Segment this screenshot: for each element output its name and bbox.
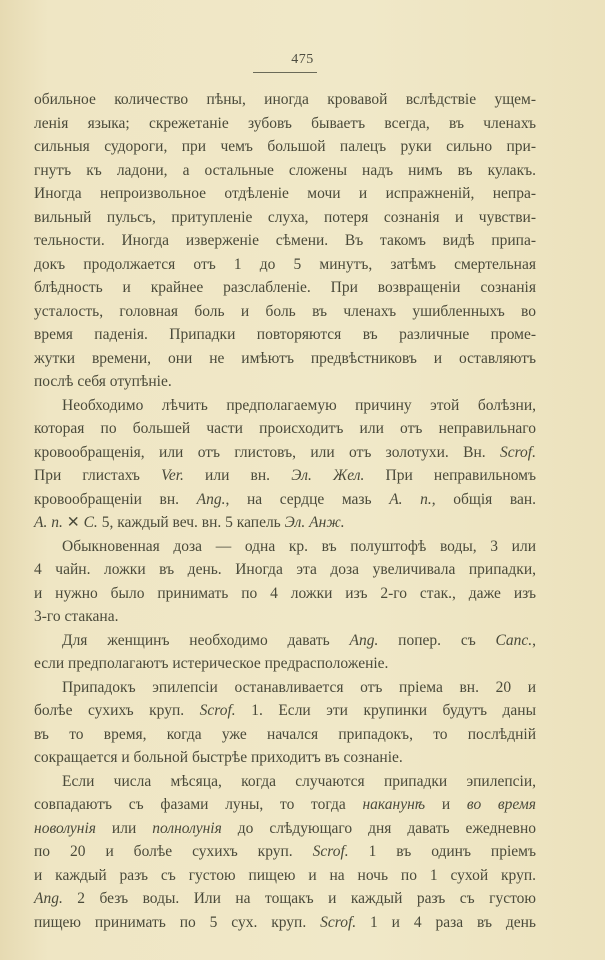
text-line — [34, 135, 536, 159]
italic-term: наканунѣ — [362, 796, 426, 813]
text-run: тельности. Иногда изверженіе сѣмени. Въ такомъ видѣ припа- — [34, 232, 536, 249]
text-line — [34, 723, 536, 747]
text-line — [34, 347, 536, 371]
text-line — [34, 629, 536, 653]
text-line — [34, 770, 536, 794]
text-run: , общія ван. — [431, 490, 537, 508]
text-run: При неправильномъ — [364, 467, 536, 484]
text-run: вильный пульсъ, притупленіе слуха, потеря сознанія и чувстви- — [34, 208, 536, 226]
text-line — [34, 558, 536, 582]
text-run: Иногда непроизвольное отдѣленіе мочи и испражненій, непра- — [34, 185, 536, 202]
text-line — [34, 605, 536, 629]
text-line — [34, 394, 536, 418]
italic-term: А. п. — [389, 490, 432, 508]
text-line — [34, 746, 536, 770]
text-run: блѣдность и крайнее разслабленіе. При возвращеніи сознанія — [34, 279, 536, 296]
text-line — [34, 300, 536, 324]
text-run: 5, каждый веч. вн. 5 капель — [97, 514, 285, 531]
text-line — [34, 253, 536, 277]
text-run: Если числа мѣсяца, когда случаются припадки эпилепсіи, — [62, 772, 536, 790]
text-run: Обыкновенная доза — одна кр. въ полуштофѣ воды, 3 или — [62, 537, 536, 555]
text-run: попер. съ — [378, 631, 496, 649]
text-line — [34, 793, 536, 817]
italic-term: Эл. Жел. — [291, 467, 365, 484]
text-run: ленія языка; скрежетаніе зубовъ бываетъ всегда, въ членахъ — [34, 114, 536, 132]
text-line — [34, 535, 536, 559]
text-run: или — [95, 819, 153, 837]
italic-term: Scrof. — [320, 913, 357, 931]
text-line — [34, 159, 536, 183]
text-run: Припадокъ эпилепсіи останавливается отъ пріема вн. 20 и — [62, 678, 536, 696]
text-run: послѣ себя отупѣніе. — [34, 373, 172, 390]
italic-term: Ang. — [349, 631, 379, 649]
text-run: сильныя судороги, при чемъ большой палецъ руки сильно при- — [34, 138, 536, 155]
text-run: жутки времени, они не имѣютъ предвѣстниковъ и оставляютъ — [34, 349, 536, 367]
italic-term: полнолунія — [152, 819, 222, 837]
text-line — [34, 229, 536, 253]
text-run: и — [425, 796, 467, 813]
italic-term: во время — [466, 796, 537, 813]
text-run: 2 безъ воды. Или на тощакъ и каждый разъ съ густою — [62, 890, 536, 907]
text-run: болѣе сухихъ круп. — [34, 702, 200, 719]
italic-term: Scrof. — [499, 443, 536, 461]
text-line — [34, 370, 536, 394]
italic-term: Эл. Анж. — [284, 514, 345, 531]
text-line — [34, 840, 536, 864]
text-run: 3-го стакана. — [34, 608, 119, 625]
text-line — [34, 817, 536, 841]
text-line — [34, 582, 536, 606]
text-line — [34, 417, 536, 441]
italic-term: Canc. — [495, 631, 533, 649]
page-number: 475 — [291, 52, 314, 67]
text-line — [34, 887, 536, 911]
text-run: совпадаютъ съ фазами луны, то тогда — [34, 796, 363, 813]
text-line — [34, 323, 536, 347]
text-run: 1. Если эти крупинки будутъ даны — [235, 702, 537, 719]
text-run: 1 и 4 раза въ день — [356, 913, 536, 931]
text-run: которая по большей части происходитъ или отъ неправильнаго — [34, 420, 536, 437]
italic-term: Ver. — [161, 467, 184, 484]
text-run: по 20 и болѣе сухихъ круп. — [34, 843, 313, 860]
text-line — [34, 511, 536, 535]
text-line — [34, 112, 536, 136]
text-run: усталость, головная боль и боль въ членахъ ушибленныхъ во — [34, 302, 536, 320]
italic-term: Ang. — [196, 490, 226, 508]
text-run: время паденія. Припадки повторяются въ различные проме- — [34, 326, 536, 343]
text-run: кровообращенія, или отъ глистовъ, или отъ золотухи. Вн. — [34, 443, 500, 461]
italic-term: Scrof. — [312, 843, 349, 860]
text-run: 1 въ одинъ пріемъ — [348, 843, 536, 860]
text-line — [34, 88, 536, 112]
text-run: обильное количество пѣны, иногда кровавой вслѣдствіе ущем- — [34, 91, 536, 108]
italic-term: Ang. — [34, 890, 63, 907]
text-run: сокращается и больной быстрѣе приходитъ въ сознаніе. — [34, 749, 403, 766]
italic-term: новолунія — [34, 819, 96, 837]
text-line — [34, 441, 536, 465]
text-line — [34, 464, 536, 488]
text-line — [34, 276, 536, 300]
text-run: При глистахъ — [34, 467, 162, 484]
text-run: пищею принимать по 5 сух. круп. — [34, 913, 321, 931]
text-line — [34, 182, 536, 206]
text-line — [34, 864, 536, 888]
text-run: до слѣдующаго дня давать ежедневно — [221, 819, 536, 837]
text-line — [34, 652, 536, 676]
text-run: если предполагаютъ истерическое предрасположеніе. — [34, 655, 389, 672]
text-run: ✕ — [66, 514, 80, 531]
text-line — [34, 488, 536, 512]
text-line — [34, 911, 536, 935]
text-run: и каждый разъ съ густою пищею и на ночь по 1 сухой круп. — [34, 866, 536, 884]
text-run: , — [532, 631, 536, 649]
text-run: и нужно было принимать по 4 ложки изъ 2-го стак., даже изъ — [34, 584, 536, 602]
italic-term: А. п. — [34, 514, 67, 531]
text-run: 4 чайн. ложки въ день. Иногда эта доза увеличивала припадки, — [34, 561, 536, 578]
italic-term: Scrof. — [199, 702, 236, 719]
text-run: Необходимо лѣчить предполагаемую причину этой болѣзни, — [62, 396, 536, 414]
page-number-rule — [253, 72, 317, 73]
text-run: кровообращеніи вн. — [34, 490, 197, 508]
text-run: докъ продолжается отъ 1 до 5 минутъ, затѣмъ смертельная — [34, 255, 536, 273]
text-run: гнутъ къ ладони, а остальные сложены надъ нимъ въ кулакъ. — [34, 161, 536, 179]
text-run: Для женщинъ необходимо давать — [62, 631, 350, 649]
text-run: или вн. — [183, 467, 292, 484]
text-line — [34, 676, 536, 700]
text-run: въ то время, когда уже начался припадокъ, то послѣдній — [34, 725, 536, 743]
italic-term: С. — [79, 514, 98, 531]
text-run: , на сердце мазь — [225, 490, 390, 508]
body-text — [34, 88, 536, 934]
text-line — [34, 206, 536, 230]
text-line — [34, 699, 536, 723]
